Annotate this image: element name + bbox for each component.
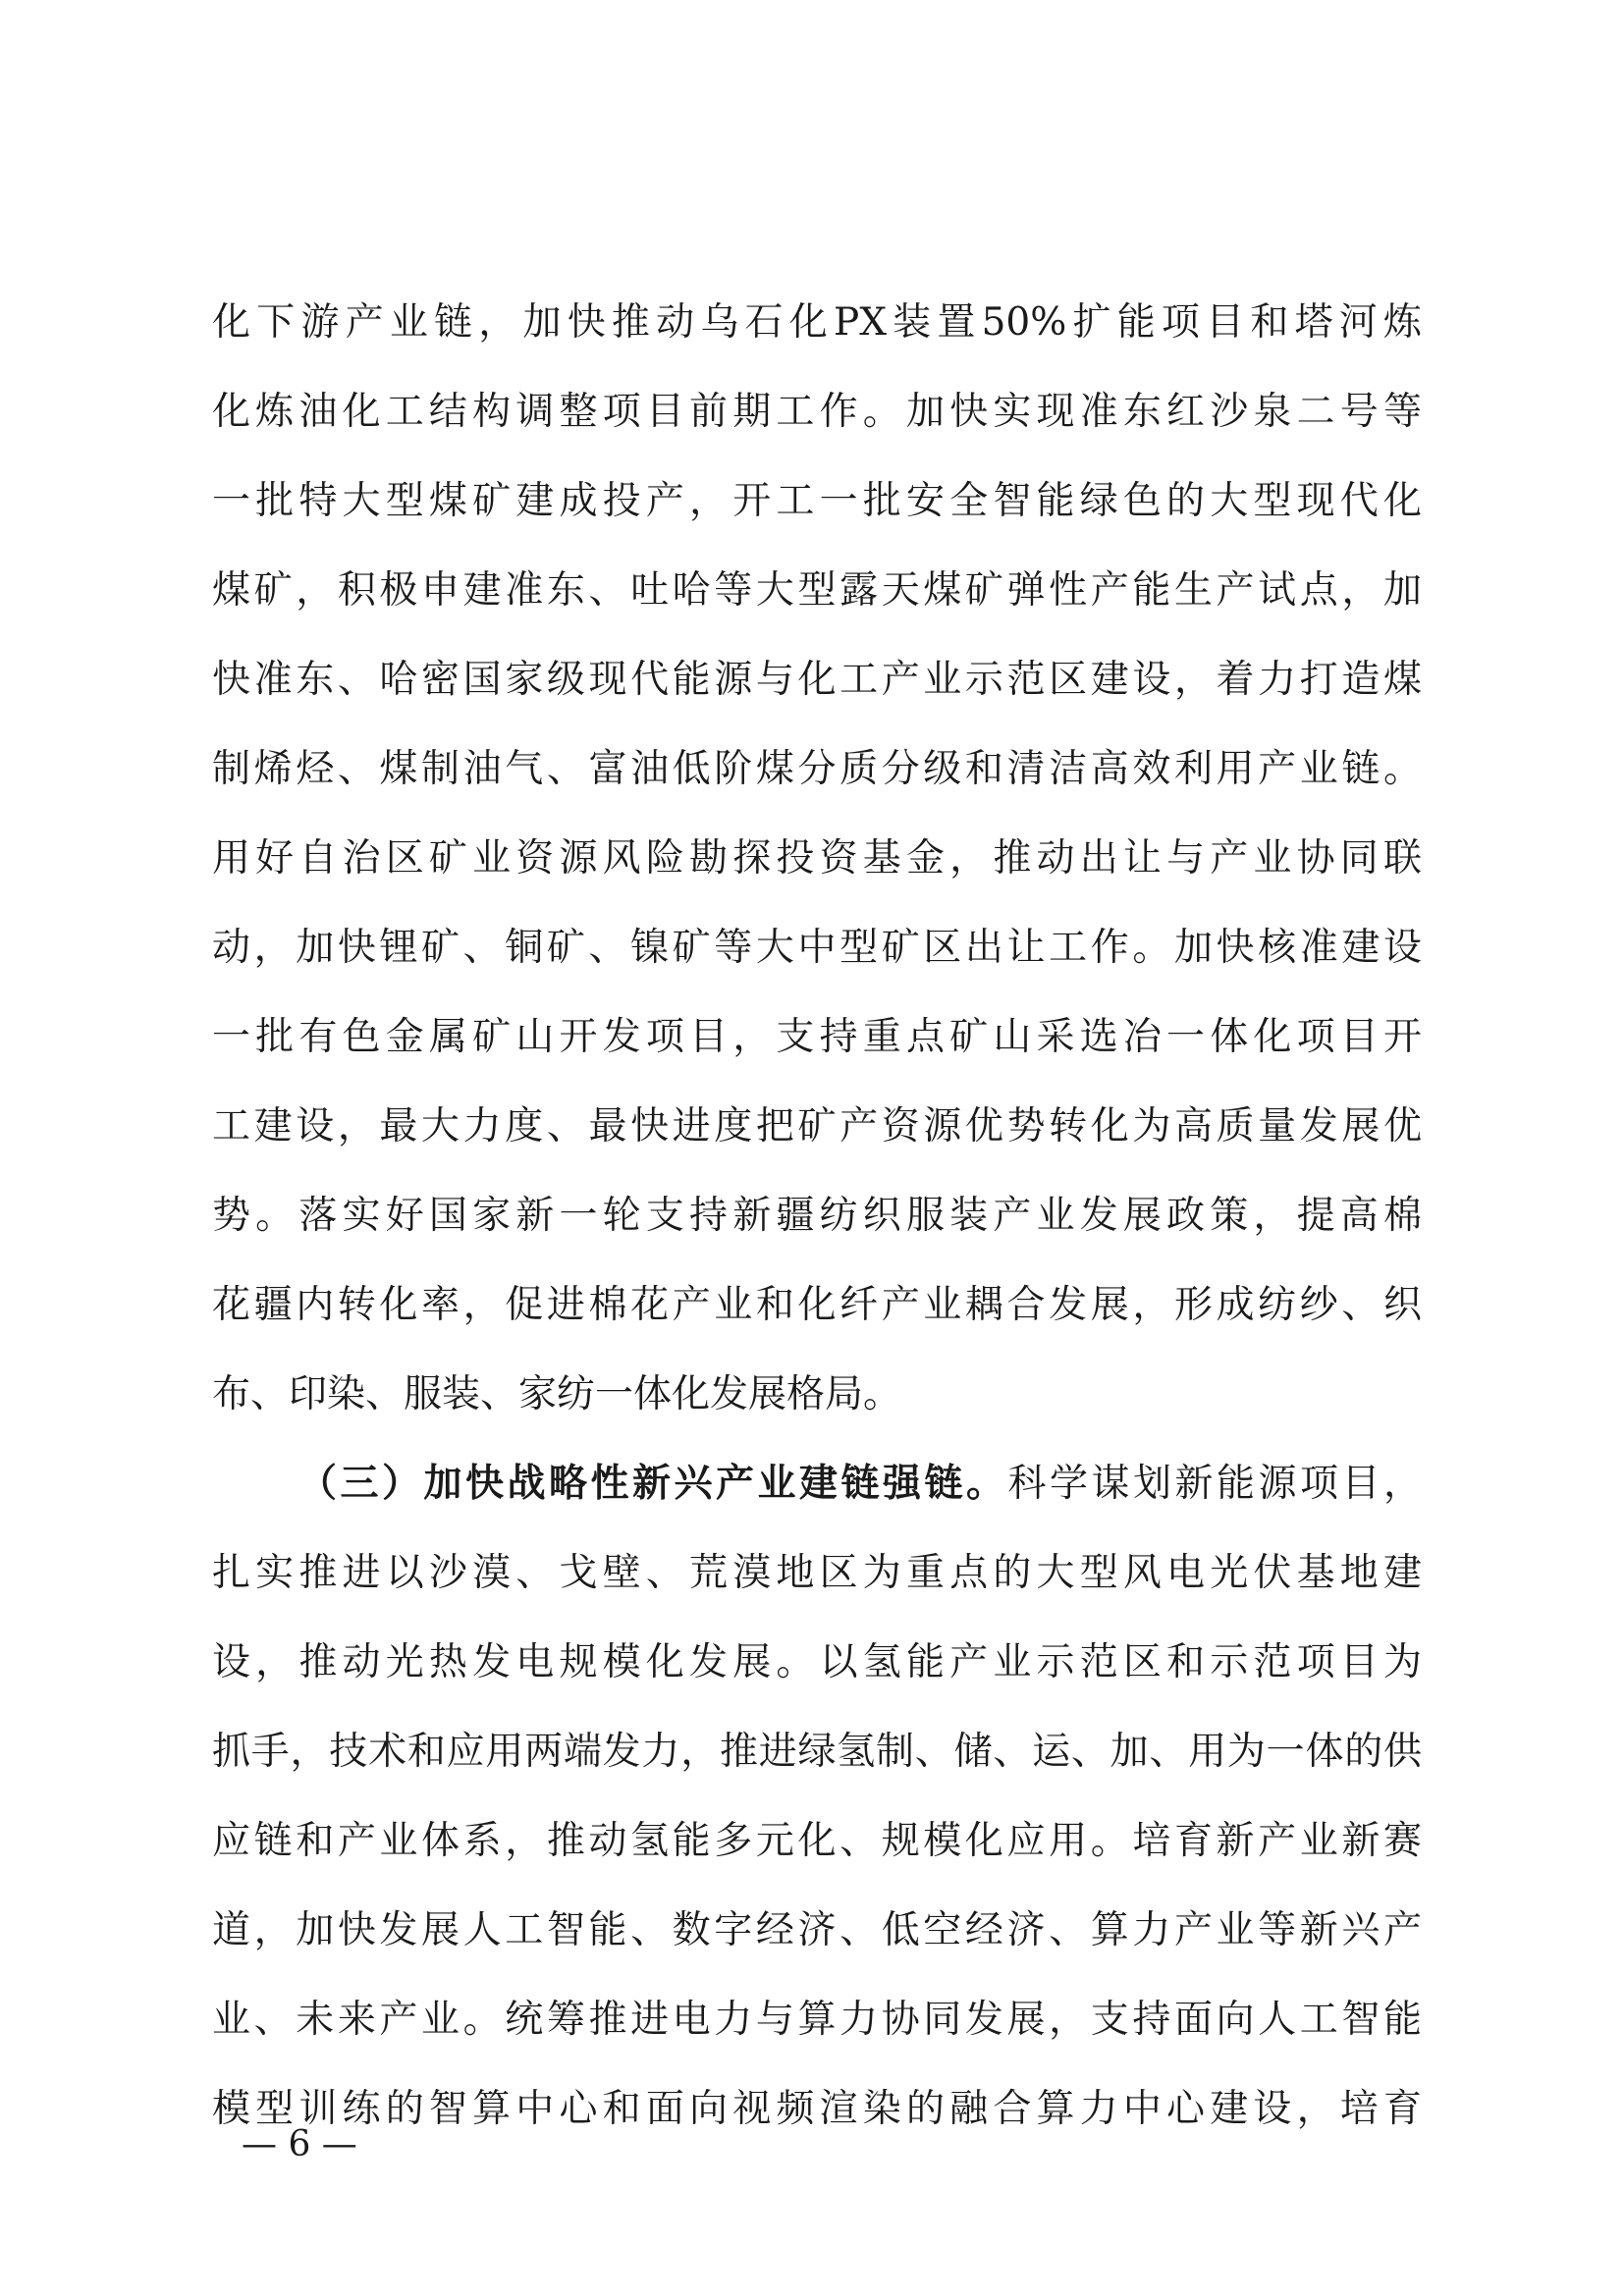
text-line: 化炼油化工结构调整项目前期工作。加快实现准东红沙泉二号等 — [212, 390, 1422, 434]
text-line: 花疆内转化率，促进棉花产业和化纤产业耦合发展，形成纺纱、织 — [212, 1283, 1422, 1327]
text-line: 化下游产业链，加快推动乌石化PX装置50%扩能项目和塔河炼 — [212, 300, 1422, 345]
text-line: 业、未来产业。统筹推进电力与算力协同发展，支持面向人工智能 — [212, 1998, 1422, 2042]
text-line: 势。落实好国家新一轮支持新疆纺织服装产业发展政策，提高棉 — [212, 1194, 1422, 1238]
text-line: 设，推动光热发电规模化发展。以氢能产业示范区和示范项目为 — [212, 1640, 1422, 1684]
text-line: 布、印染、服装、家纺一体化发展格局。 — [212, 1372, 902, 1416]
text-line: 道，加快发展人工智能、数字经济、低空经济、算力产业等新兴产 — [212, 1908, 1422, 1952]
paragraph-1 — [212, 278, 1422, 1439]
text-line: 一批特大型煤矿建成投产，开工一批安全智能绿色的大型现代化 — [212, 479, 1422, 523]
page-number: — 6 — — [242, 2124, 357, 2164]
text-line: 扎实推进以沙漠、戈壁、荒漠地区为重点的大型风电光伏基地建 — [212, 1551, 1422, 1595]
heading-followup-text: 科学谋划新能源项目， — [1007, 1462, 1422, 1506]
text-line: 快准东、哈密国家级现代能源与化工产业示范区建设，着力打造煤 — [212, 658, 1422, 702]
section-heading: （三）加快战略性新兴产业建链强链。 — [298, 1461, 1008, 1506]
text-line: 煤矿，积极申建准东、吐哈等大型露天煤矿弹性产能生产试点，加 — [212, 568, 1422, 613]
body-text — [212, 278, 1422, 2154]
text-line: 用好自治区矿业资源风险勘探投资基金，推动出让与产业协同联 — [212, 836, 1422, 881]
text-line: 应链和产业体系，推动氢能多元化、规模化应用。培育新产业新赛 — [212, 1819, 1422, 1863]
text-line: 一批有色金属矿山开发项目，支持重点矿山采选冶一体化项目开 — [212, 1015, 1422, 1059]
text-line: 制烯烃、煤制油气、富油低阶煤分质分级和清洁高效利用产业链。 — [212, 747, 1422, 791]
text-line: 抓手，技术和应用两端发力，推进绿氢制、储、运、加、用为一体的供 — [212, 1730, 1422, 1774]
paragraph-2 — [212, 1439, 1422, 2154]
text-line: 模型训练的智算中心和面向视频渲染的融合算力中心建设，培育 — [212, 2087, 1422, 2131]
text-line: 动，加快锂矿、铜矿、镍矿等大中型矿区出让工作。加快核准建设 — [212, 926, 1422, 970]
paragraph-first-line — [212, 1439, 1422, 1528]
text-line: 工建设，最大力度、最快进度把矿产资源优势转化为高质量发展优 — [212, 1104, 1422, 1148]
